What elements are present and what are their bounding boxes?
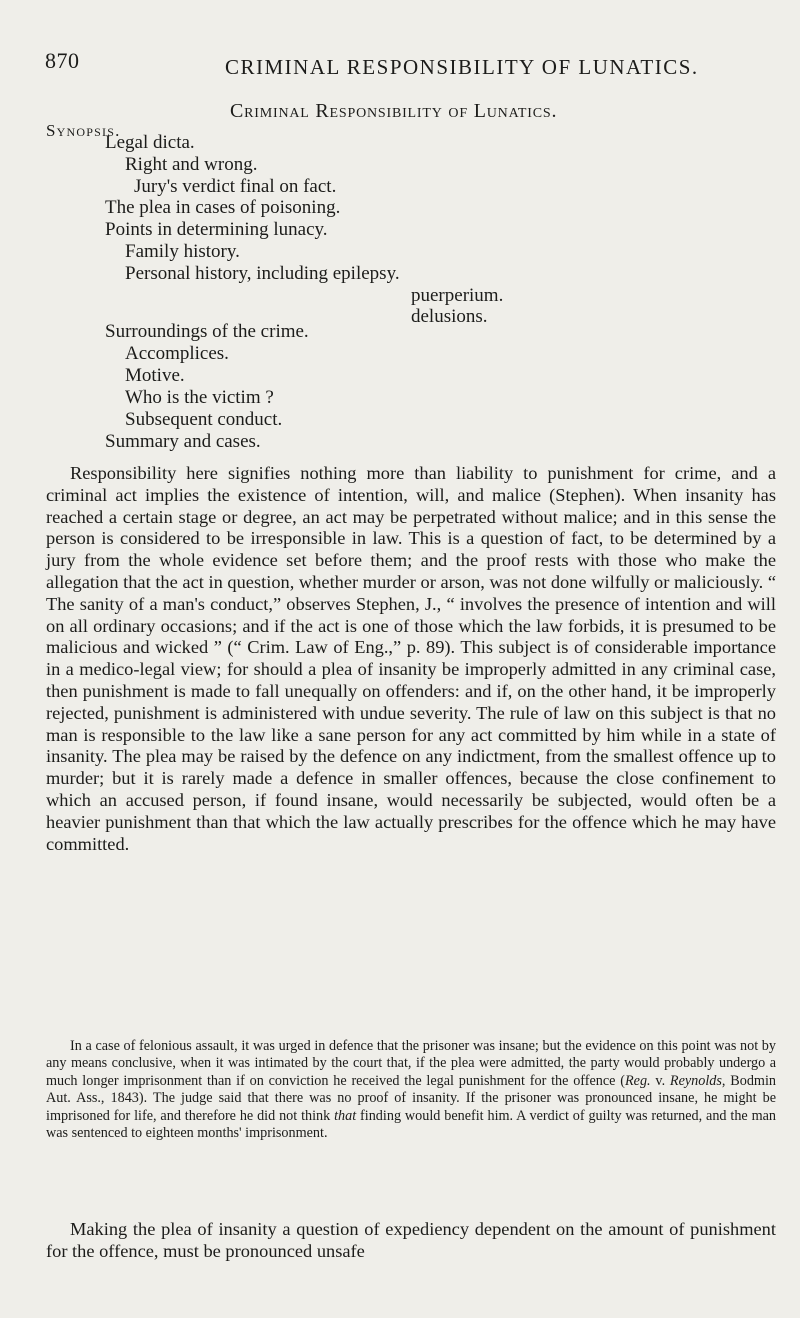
synopsis-item: Personal history, including epilepsy. (125, 263, 400, 284)
note-text-after-case: , Bodmin Aut. Ass., 1843). The judge said that there was no proof of insanity. If the prisoner was pronounced insane, he might be imprisoned for life, and therefore he did not think (46, 1072, 776, 1124)
synopsis-item: The plea in cases of poisoning. (105, 197, 341, 218)
paragraph-expediency: Making the plea of insanity a question of expediency dependent on the amount of punishment for the offence, must be pronounced unsafe (46, 1219, 776, 1261)
running-head: CRIMINAL RESPONSIBILITY OF LUNATICS. (225, 55, 699, 79)
synopsis-item: Jury's verdict final on fact. (134, 176, 337, 197)
synopsis-item: Who is the victim ? (125, 387, 274, 408)
note-paragraph (46, 1038, 776, 1142)
synopsis-item: Summary and cases. (105, 431, 261, 452)
synopsis-item: delusions. (411, 306, 488, 327)
synopsis-item: Accomplices. (125, 343, 229, 364)
final-paragraph (46, 1219, 776, 1263)
case-reg: Reg. (625, 1072, 651, 1089)
synopsis-item: Right and wrong. (125, 154, 258, 175)
synopsis-item: puerperium. (411, 285, 504, 306)
note-versus: v. (650, 1072, 670, 1089)
note-text-before: In a case of felonious assault, it was urged in defence that the prisoner was insane; but the evidence on this point was not by any means conclusive, when it was intimated by the court that, if the plea were admitted, the party would probably undergo a much longer imprisonment than if on conviction he received the legal punishment for the offence ( (46, 1038, 776, 1089)
footnote-case (46, 1038, 776, 1142)
synopsis-item: Legal dicta. (105, 132, 195, 153)
main-paragraph (46, 463, 776, 855)
note-emphasis: that (334, 1107, 357, 1124)
synopsis-item: Family history. (125, 241, 240, 262)
synopsis-item: Motive. (125, 365, 185, 386)
page-number: 870 (45, 48, 80, 73)
note-text-end: finding would benefit him. A verdict of guilty was returned, and the man was sentenced to eighteen months' imprisonment. (46, 1107, 776, 1142)
synopsis-item: Surroundings of the crime. (105, 321, 309, 342)
synopsis-item: Points in determining lunacy. (105, 219, 328, 240)
synopsis-title: Criminal Responsibility of Lunatics. (230, 100, 558, 122)
synopsis-item: Subsequent conduct. (125, 409, 283, 430)
paragraph-responsibility: Responsibility here signifies nothing more than liability to punishment for crime, and a criminal act implies the existence of intention, will, and malice (Stephen). When insanity has reached a certain stage or degree, an act may be perpetrated without malice; and in this sense the person is considered to be irresponsible in law. This is a question of fact, to be determined by a jury from the whole evidence set before them; and the proof rests with those who make the allegation that the act in question, whether murder or arson, was not done wilfully or maliciously. “ The sanity of a man's conduct,” observes Stephen, J., “ involves the presence of intention and will on all ordinary occasions; and if the act is one of those which the law forbids, it is presumed to be malicious and wicked ” (“ Crim. Law of Eng.,” p. 89). This subject is of considerable importance in a medico-legal view; for should a plea of insanity be improperly admitted in any criminal case, then punishment is made to fall unequally on offenders: and if, on the other hand, it be improperly rejected, punishment is administered with undue severity. The rule of law on this subject is that no man is responsible to the law like a sane person for any act committed by him while in a state of insanity. The plea may be raised by the defence on any indictment, from the smallest offence up to murder; but it is rarely made a defence in smaller offences, because the close confinement to which an accused person, if found insane, would necessarily be subjected, would often be a heavier punishment than that which the law actually prescribes for the offence which he may have committed. (46, 463, 776, 854)
synopsis-label: Synopsis. (46, 121, 121, 140)
case-name: Reynolds (669, 1072, 722, 1089)
